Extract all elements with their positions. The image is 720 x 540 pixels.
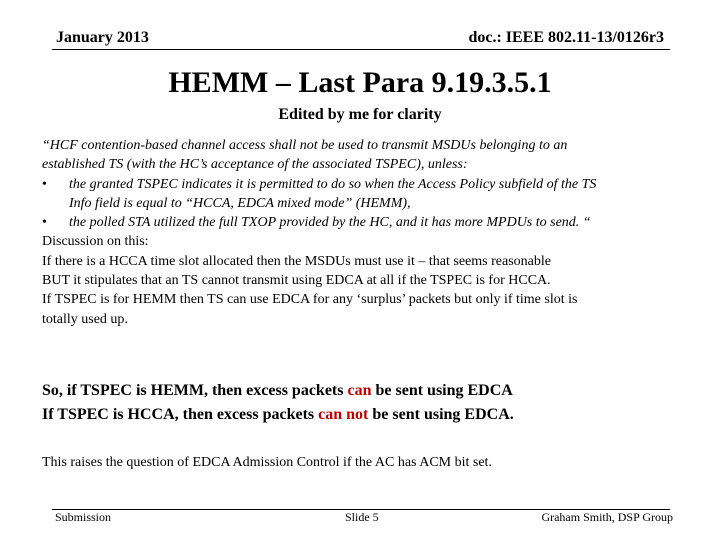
conclusion-line — [42, 379, 692, 403]
conclusion-line — [42, 403, 692, 427]
header-doc-id: doc.: IEEE 802.11-13/0126r3 — [468, 29, 664, 46]
conclusion-text: be sent using EDCA. — [368, 405, 514, 423]
footnote: This raises the question of EDCA Admission Control if the AC has ACM bit set. — [42, 455, 492, 470]
header-date: January 2013 — [56, 29, 149, 46]
footer-author: Graham Smith, DSP Group — [541, 510, 673, 524]
bullet-item — [42, 213, 692, 232]
header-divider — [52, 49, 670, 50]
conclusion-text: If TSPEC is HCCA, then excess packets — [42, 405, 319, 423]
conclusion-block — [42, 379, 692, 426]
bullet-text: the polled STA utilized the full TXOP provided by the HC, and it has more MPDUs to send. “ — [69, 215, 591, 231]
discussion-line: BUT it stipulates that an TS cannot transmit using EDCA at all if the TSPEC is for HCCA. — [42, 273, 551, 289]
footer-slide-number: Slide 5 — [345, 510, 379, 524]
discussion-line: If there is a HCCA time slot allocated then the MSDUs must use it – that seems reasonable — [42, 253, 551, 269]
discussion-label: Discussion on this: — [42, 234, 149, 250]
bullet-text: the granted TSPEC indicates it is permitted to do so when the Access Policy subfield of the TS — [69, 176, 597, 192]
bullet-text: Info field is equal to “HCCA, EDCA mixed mode” (HEMM), — [69, 195, 411, 211]
slide-title: HEMM – Last Para 9.19.3.5.1 — [168, 66, 552, 99]
quote-line: “HCF contention-based channel access shall not be used to transmit MSDUs belonging to an — [42, 138, 568, 153]
quote-line: established TS (with the HC’s acceptance of the associated TSPEC), unless: — [42, 157, 468, 173]
slide-body — [42, 136, 692, 329]
conclusion-text: So, if TSPEC is HEMM, then excess packets — [42, 382, 348, 399]
bullet-marker: • — [42, 176, 47, 192]
slide-subtitle: Edited by me for clarity — [278, 106, 442, 123]
emphasis-text: can not — [318, 405, 369, 423]
discussion-line: totally used up. — [42, 311, 128, 327]
emphasis-text: can — [347, 382, 372, 399]
discussion-line: If TSPEC is for HEMM then TS can use EDCA for any ‘surplus’ packets but only if time slot is — [42, 292, 578, 308]
conclusion-text: be sent using EDCA — [371, 382, 513, 399]
footer-submission: Submission — [55, 510, 112, 524]
bullet-marker: • — [42, 215, 47, 231]
bullet-item — [42, 175, 692, 214]
